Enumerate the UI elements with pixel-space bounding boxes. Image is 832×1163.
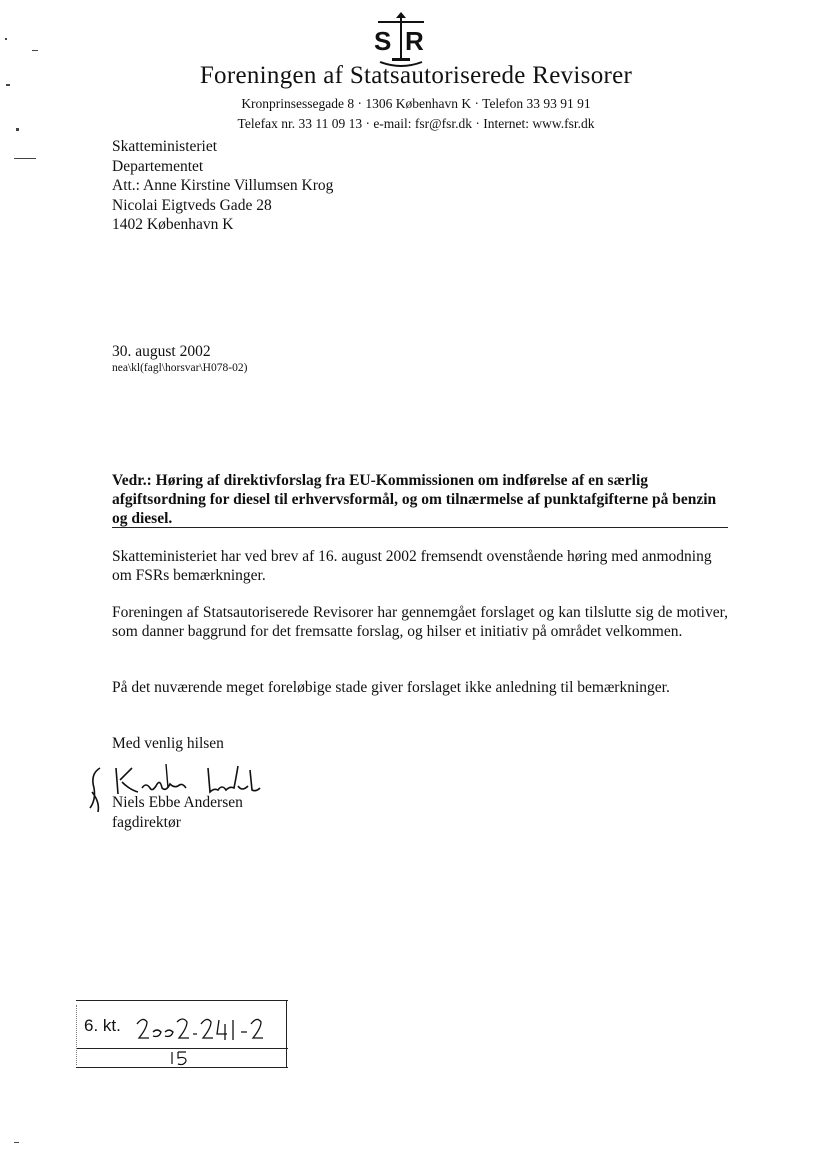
- scan-mark: [5, 38, 7, 40]
- subject-line: Vedr.: Høring af direktivforslag fra EU-Kommissionen om indførelse af en særlig afgiftsordning for diesel til erhvervsformål, og om tilnærmelse af punktafgifterne på benzin og diesel.: [112, 472, 717, 527]
- organization-name: Foreningen af Statsautoriserede Revisorer: [199, 62, 633, 89]
- recipient-line: 1402 København K: [112, 216, 234, 233]
- svg-text:R: R: [405, 26, 424, 56]
- closing-greeting: Med venlig hilsen: [112, 735, 224, 752]
- stamp-label: 6. kt.: [84, 1016, 121, 1035]
- recipient-line: Att.: Anne Kirstine Villumsen Krog: [112, 177, 334, 194]
- recipient-address: [112, 137, 333, 235]
- letter-date: 30. august 2002: [112, 343, 211, 360]
- recipient-line: Nicolai Eigtveds Gade 28: [112, 196, 272, 214]
- svg-text:S: S: [374, 26, 392, 56]
- scan-mark: [6, 84, 10, 86]
- reference-code: nea\kl(fagl\horsvar\H078-02): [112, 362, 248, 374]
- stamp-border-top: [76, 1000, 288, 1001]
- signer-name: Niels Ebbe Andersen: [112, 794, 243, 811]
- body-paragraph: På det nuværende meget foreløbige stade giver forslaget ikke anledning til bemærkninger.: [112, 679, 670, 696]
- stamp-border-left: [76, 1005, 77, 1065]
- stamp-handwritten-sub: [168, 1048, 198, 1068]
- signer-block: [112, 793, 243, 832]
- stamp-border-right: [286, 1000, 287, 1068]
- fsr-scales-logo-icon: [370, 12, 432, 68]
- body-paragraph: Skatteministeriet har ved brev af 16. august 2002 fremsendt ovenstående høring med anmodning om FSRs bemærkninger.: [112, 548, 712, 584]
- signer-title: fagdirektør: [112, 813, 181, 831]
- stamp-handwritten-number: [135, 1010, 275, 1050]
- recipient-line: Departementet: [112, 157, 204, 175]
- letterhead-address: Kronprinsessegade 8 · 1306 København K · Telefon 33 93 91 91: [241, 96, 591, 111]
- recipient-line: Skatteministeriet: [112, 138, 218, 155]
- body-paragraph: Foreningen af Statsautoriserede Revisorer har gennemgået forslaget og kan tilslutte sig de motiver, som danner baggrund for det fremsatte forslag, og hilser et initiativ på området velkommen.: [112, 604, 728, 640]
- scan-mark: [14, 1142, 19, 1143]
- letterhead-contact: Telefax nr. 33 11 09 13 · e-mail: fsr@fsr.dk · Internet: www.fsr.dk: [237, 116, 595, 131]
- subject-divider: [112, 527, 728, 528]
- scan-mark: [14, 158, 36, 159]
- scan-mark: [32, 50, 38, 51]
- scan-mark: [16, 128, 19, 131]
